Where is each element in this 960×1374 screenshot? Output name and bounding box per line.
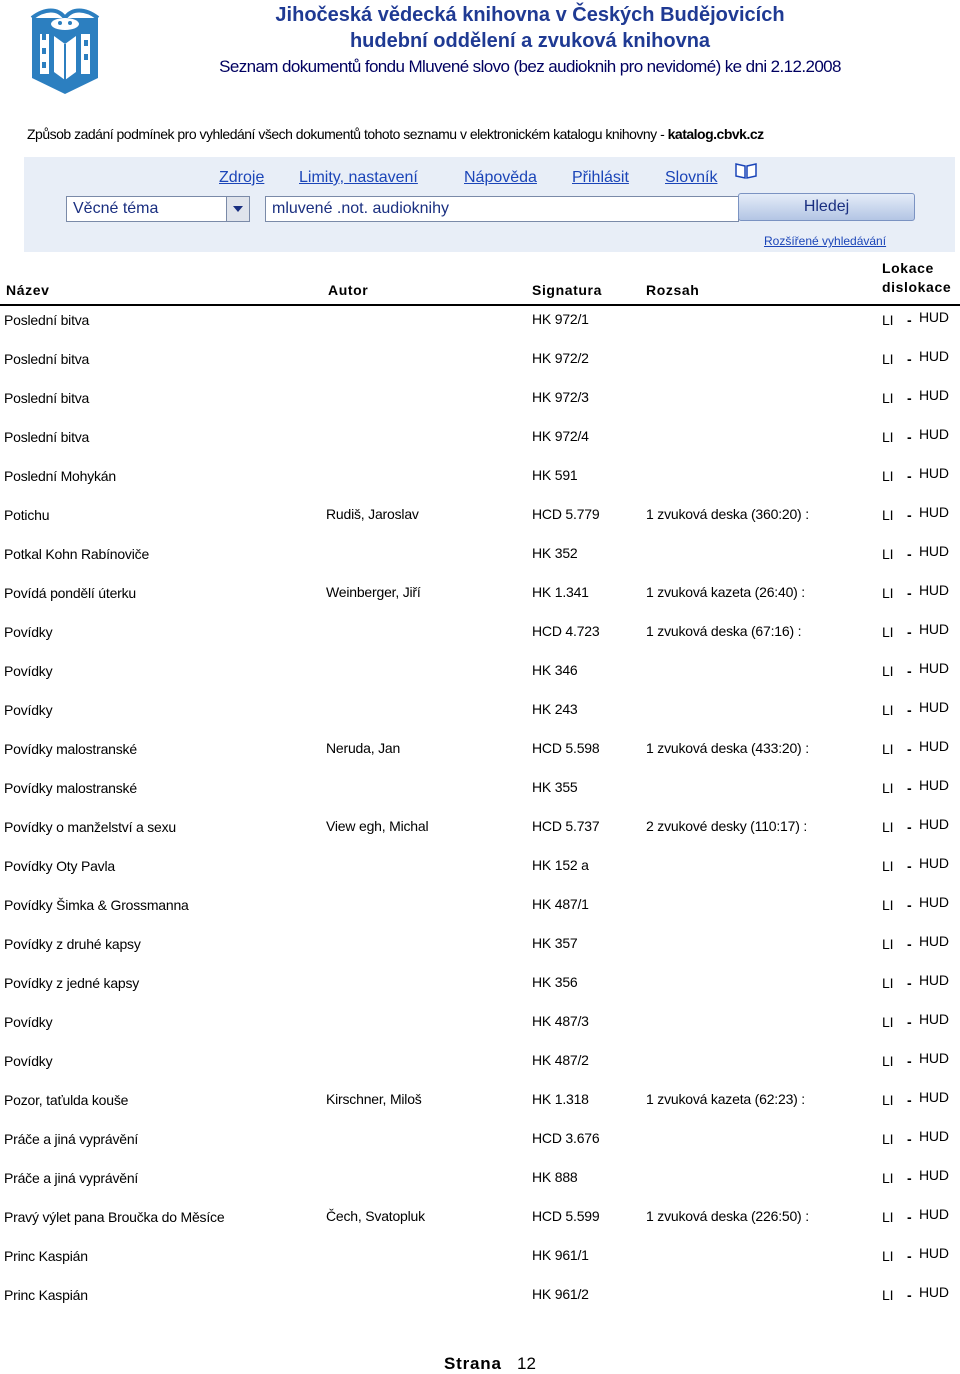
row-separator: -	[907, 351, 912, 367]
row-dislocation: HUD	[919, 816, 949, 832]
row-dislocation: HUD	[919, 387, 949, 403]
row-title: Poslední bitva	[4, 312, 90, 328]
row-title: Povídky Šimka & Grossmanna	[4, 897, 189, 913]
row-extent: 1 zvuková deska (360:20) :	[646, 506, 809, 522]
row-location: LI	[882, 663, 894, 679]
advanced-search-link[interactable]: Rozšířené vyhledávání	[764, 234, 887, 248]
row-author: Kirschner, Miloš	[326, 1091, 422, 1107]
row-title: Povídá pondělí úterku	[4, 585, 137, 601]
row-dislocation: HUD	[919, 1245, 949, 1261]
row-title: Povídky malostranské	[4, 741, 137, 757]
row-title: Povídky	[4, 663, 53, 679]
row-signature: HK 355	[532, 779, 578, 795]
row-signature: HK 961/2	[532, 1286, 589, 1302]
row-signature: HCD 5.599	[532, 1208, 600, 1224]
book-icon[interactable]	[734, 161, 758, 179]
row-separator: -	[907, 546, 912, 562]
row-location: LI	[882, 1131, 894, 1147]
row-title: Poslední bitva	[4, 390, 90, 406]
row-separator: -	[907, 312, 912, 328]
row-separator: -	[907, 702, 912, 718]
row-signature: HCD 3.676	[532, 1130, 600, 1146]
row-extent: 1 zvuková kazeta (26:40) :	[646, 584, 805, 600]
header-divider	[0, 304, 960, 306]
row-dislocation: HUD	[919, 1128, 949, 1144]
search-input[interactable]	[265, 196, 739, 222]
row-separator: -	[907, 1248, 912, 1264]
row-title: Potkal Kohn Rabínoviče	[4, 546, 150, 562]
row-title: Povídky o manželství a sexu	[4, 819, 177, 835]
row-signature: HK 346	[532, 662, 578, 678]
row-signature: HK 972/2	[532, 350, 589, 366]
col-header-title: Název	[6, 282, 50, 298]
row-extent: 1 zvuková deska (67:16) :	[646, 623, 802, 639]
row-dislocation: HUD	[919, 855, 949, 871]
row-separator: -	[907, 741, 912, 757]
row-signature: HK 357	[532, 935, 578, 951]
row-signature: HK 888	[532, 1169, 578, 1185]
instruction-text: Způsob zadání podmínek pro vyhledání všech dokumentů tohoto seznamu v elektronickém katalogu knihovny -	[27, 126, 668, 142]
row-signature: HK 487/1	[532, 896, 589, 912]
search-instruction	[27, 126, 764, 142]
row-title: Povídky z jedné kapsy	[4, 975, 140, 991]
row-dislocation: HUD	[919, 621, 949, 637]
nav-zdroje[interactable]: Zdroje	[219, 169, 265, 186]
row-dislocation: HUD	[919, 1206, 949, 1222]
row-signature: HK 152 a	[532, 857, 589, 873]
row-title: Povídky Oty Pavla	[4, 858, 115, 874]
row-separator: -	[907, 1209, 912, 1225]
col-header-location: Lokace	[882, 260, 934, 276]
row-dislocation: HUD	[919, 1284, 949, 1300]
row-location: LI	[882, 819, 894, 835]
row-separator: -	[907, 1131, 912, 1147]
search-query-value: mluvené .not. audioknihy	[272, 200, 449, 217]
row-title: Povídky malostranské	[4, 780, 137, 796]
row-separator: -	[907, 585, 912, 601]
row-separator: -	[907, 507, 912, 523]
row-location: LI	[882, 1092, 894, 1108]
row-title: Poslední bitva	[4, 351, 90, 367]
row-separator: -	[907, 819, 912, 835]
chevron-down-icon[interactable]	[226, 197, 249, 221]
row-dislocation: HUD	[919, 933, 949, 949]
row-location: LI	[882, 312, 894, 328]
row-separator: -	[907, 1053, 912, 1069]
row-signature: HK 243	[532, 701, 578, 717]
header-list-caption: Seznam dokumentů fondu Mluvené slovo (bez audioknih pro nevidomé) ke dni 2.12.2008	[219, 57, 841, 76]
row-separator: -	[907, 390, 912, 406]
row-location: LI	[882, 897, 894, 913]
row-signature: HK 487/2	[532, 1052, 589, 1068]
row-author: View egh, Michal	[326, 818, 429, 834]
row-title: Povídky z druhé kapsy	[4, 936, 141, 952]
row-separator: -	[907, 1170, 912, 1186]
row-location: LI	[882, 429, 894, 445]
row-author: Čech, Svatopluk	[326, 1208, 425, 1224]
row-location: LI	[882, 585, 894, 601]
row-dislocation: HUD	[919, 660, 949, 676]
row-title: Princ Kaspián	[4, 1287, 88, 1303]
row-dislocation: HUD	[919, 1089, 949, 1105]
row-separator: -	[907, 975, 912, 991]
row-title: Povídky	[4, 1053, 53, 1069]
row-location: LI	[882, 546, 894, 562]
row-title: Poslední bitva	[4, 429, 90, 445]
row-signature: HCD 5.779	[532, 506, 600, 522]
row-location: LI	[882, 351, 894, 367]
row-location: LI	[882, 975, 894, 991]
row-location: LI	[882, 1248, 894, 1264]
row-separator: -	[907, 780, 912, 796]
row-separator: -	[907, 1014, 912, 1030]
row-extent: 1 zvuková deska (226:50) :	[646, 1208, 809, 1224]
nav-napoveda[interactable]: Nápověda	[464, 169, 537, 186]
row-title: Pozor, taťulda kouše	[4, 1092, 129, 1108]
row-signature: HK 972/3	[532, 389, 589, 405]
row-dislocation: HUD	[919, 777, 949, 793]
row-signature: HK 1.318	[532, 1091, 589, 1107]
row-location: LI	[882, 1170, 894, 1186]
library-logo	[20, 4, 110, 96]
row-dislocation: HUD	[919, 1050, 949, 1066]
row-separator: -	[907, 858, 912, 874]
row-location: LI	[882, 741, 894, 757]
row-title: Povídky	[4, 702, 53, 718]
row-separator: -	[907, 663, 912, 679]
row-separator: -	[907, 1092, 912, 1108]
row-location: LI	[882, 1287, 894, 1303]
row-signature: HCD 5.737	[532, 818, 600, 834]
col-header-signature: Signatura	[532, 282, 602, 298]
row-signature: HCD 5.598	[532, 740, 600, 756]
row-signature: HCD 4.723	[532, 623, 600, 639]
row-separator: -	[907, 897, 912, 913]
row-extent: 1 zvuková deska (433:20) :	[646, 740, 809, 756]
col-header-author: Autor	[328, 282, 369, 298]
col-header-dislocation: dislokace	[882, 279, 952, 295]
row-author: Neruda, Jan	[326, 740, 401, 756]
row-title: Potichu	[4, 507, 50, 523]
row-location: LI	[882, 858, 894, 874]
row-dislocation: HUD	[919, 1167, 949, 1183]
row-signature: HK 356	[532, 974, 578, 990]
row-dislocation: HUD	[919, 738, 949, 754]
row-dislocation: HUD	[919, 894, 949, 910]
row-separator: -	[907, 624, 912, 640]
row-dislocation: HUD	[919, 309, 949, 325]
row-title: Povídky	[4, 1014, 53, 1030]
row-location: LI	[882, 468, 894, 484]
row-extent: 2 zvukové desky (110:17) :	[646, 818, 808, 834]
search-field-select[interactable]	[66, 196, 250, 222]
row-separator: -	[907, 1287, 912, 1303]
row-title: Práče a jiná vyprávění	[4, 1131, 139, 1147]
header-subtitle: hudební oddělení a zvuková knihovna	[349, 30, 711, 52]
search-button[interactable]: Hledej	[738, 193, 915, 221]
row-author: Weinberger, Jiří	[326, 584, 421, 600]
row-author: Rudiš, Jaroslav	[326, 506, 419, 522]
row-dislocation: HUD	[919, 426, 949, 442]
row-signature: HK 1.341	[532, 584, 589, 600]
row-separator: -	[907, 468, 912, 484]
row-location: LI	[882, 1053, 894, 1069]
search-field-value: Věcné téma	[73, 200, 159, 217]
row-dislocation: HUD	[919, 1011, 949, 1027]
nav-prihlasit[interactable]: Přihlásit	[572, 169, 629, 186]
row-title: Princ Kaspián	[4, 1248, 88, 1264]
row-signature: HK 972/1	[532, 311, 589, 327]
page-number: 12	[517, 1354, 536, 1373]
row-dislocation: HUD	[919, 465, 949, 481]
catalog-search-panel	[24, 157, 955, 252]
row-signature: HK 961/1	[532, 1247, 589, 1263]
row-title: Poslední Mohykán	[4, 468, 116, 484]
row-location: LI	[882, 780, 894, 796]
row-dislocation: HUD	[919, 699, 949, 715]
row-location: LI	[882, 1014, 894, 1030]
row-location: LI	[882, 1209, 894, 1225]
page-label: Strana	[444, 1354, 502, 1373]
catalog-link[interactable]: katalog.cbvk.cz	[667, 126, 764, 142]
header-title: Jihočeská vědecká knihovna v Českých Budějovicích	[275, 4, 785, 26]
row-signature: HK 352	[532, 545, 578, 561]
nav-limity[interactable]: Limity, nastavení	[299, 169, 418, 186]
row-title: Práče a jiná vyprávění	[4, 1170, 139, 1186]
row-dislocation: HUD	[919, 972, 949, 988]
row-signature: HK 591	[532, 467, 578, 483]
col-header-extent: Rozsah	[646, 282, 700, 298]
row-dislocation: HUD	[919, 582, 949, 598]
row-separator: -	[907, 936, 912, 952]
row-title: Pravý výlet pana Broučka do Měsíce	[4, 1209, 225, 1225]
row-dislocation: HUD	[919, 504, 949, 520]
row-location: LI	[882, 702, 894, 718]
row-separator: -	[907, 429, 912, 445]
row-title: Povídky	[4, 624, 53, 640]
row-location: LI	[882, 390, 894, 406]
row-signature: HK 972/4	[532, 428, 589, 444]
row-location: LI	[882, 936, 894, 952]
nav-slovnik[interactable]: Slovník	[665, 169, 718, 186]
row-extent: 1 zvuková kazeta (62:23) :	[646, 1091, 805, 1107]
row-location: LI	[882, 624, 894, 640]
row-location: LI	[882, 507, 894, 523]
row-dislocation: HUD	[919, 348, 949, 364]
row-dislocation: HUD	[919, 543, 949, 559]
row-signature: HK 487/3	[532, 1013, 589, 1029]
